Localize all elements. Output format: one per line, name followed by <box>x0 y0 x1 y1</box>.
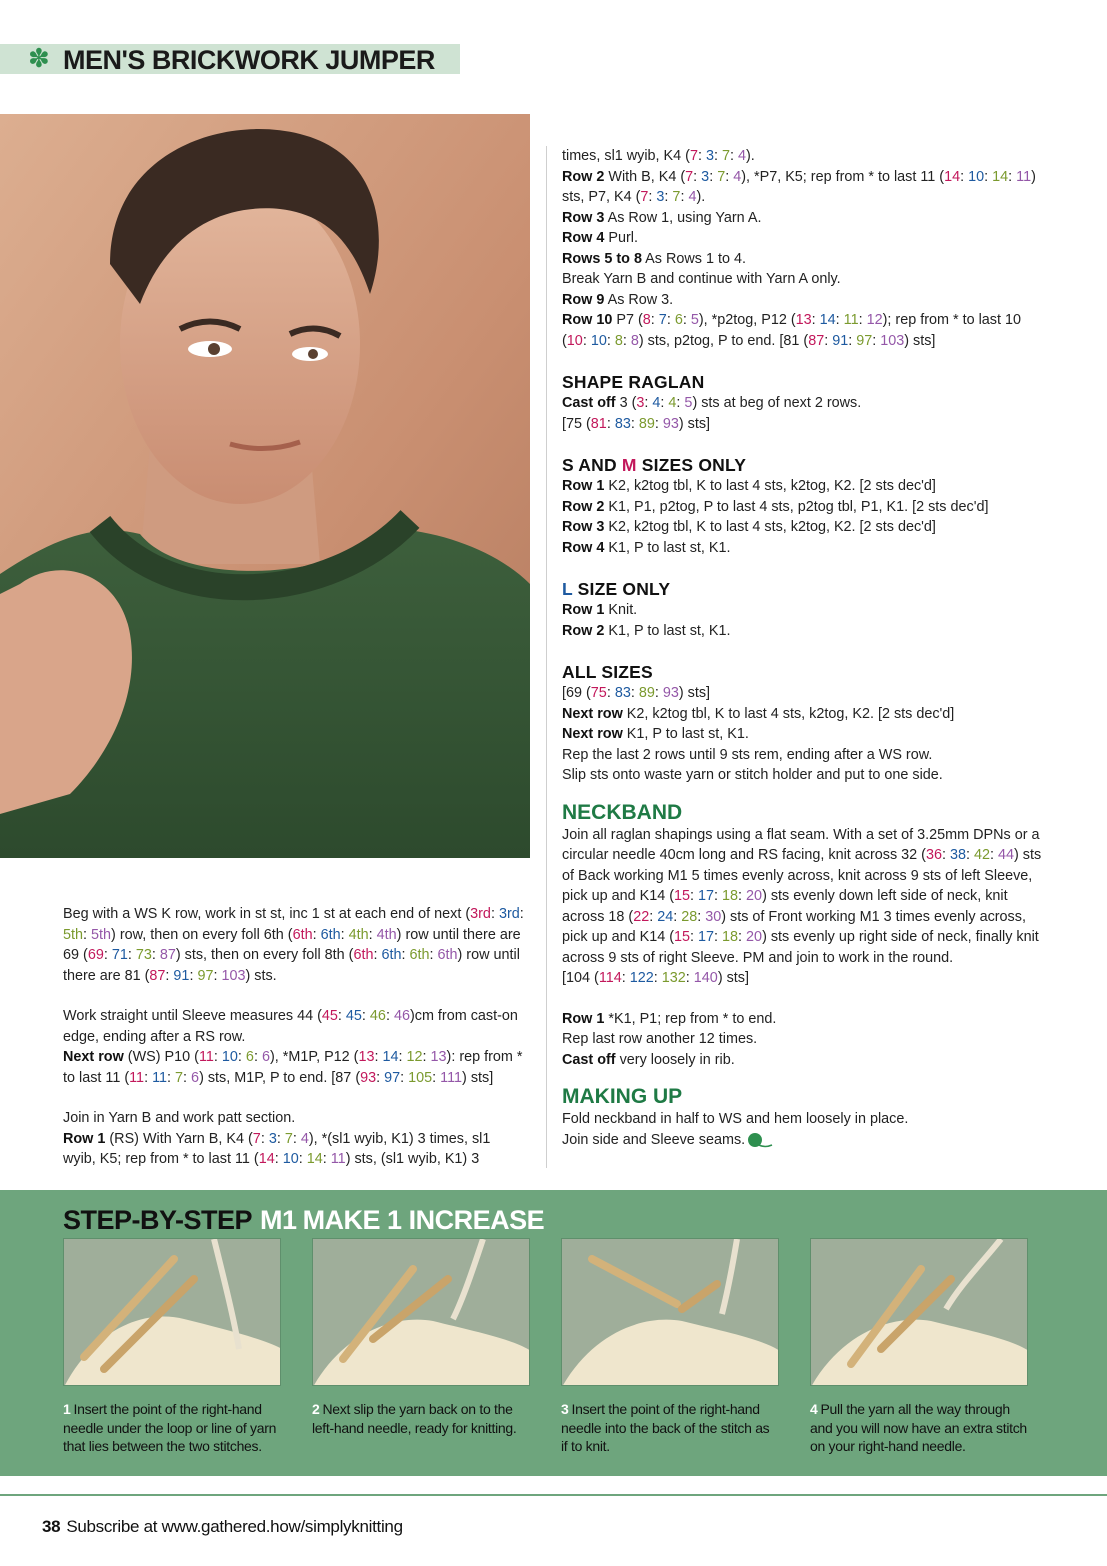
step-2-number: 2 <box>312 1401 320 1417</box>
text-line: Row 4 Purl. <box>562 230 638 246</box>
yarn-ball-icon <box>747 1132 773 1148</box>
text-line: Join side and Sleeve seams. <box>562 1130 1042 1151</box>
subscribe-link[interactable]: Subscribe at www.gathered.how/simplyknitting <box>66 1517 403 1536</box>
step-title-rest: MAKE 1 INCREASE <box>302 1205 545 1235</box>
text-line: Row 4 K1, P to last st, K1. <box>562 539 731 556</box>
text-line: [75 (81: 83: 89: 93) sts] <box>562 415 711 432</box>
text-line: Row 3 As Row 1, using Yarn A. <box>562 209 762 226</box>
text-line: Row 9 As Row 3. <box>562 291 674 308</box>
l-size-heading: L SIZE ONLY <box>562 579 671 599</box>
shape-raglan-heading: SHAPE RAGLAN <box>562 372 705 392</box>
text-line: [69 (75: 83: 89: 93) sts] <box>562 685 711 701</box>
text-line: Rows 5 to 8 As Rows 1 to 4. <box>562 250 746 267</box>
step-1-text: Insert the point of the right-hand needle under the loop or line of yarn that lies between the two stitches. <box>63 1401 277 1454</box>
step-3-caption <box>561 1400 779 1456</box>
neckband-rows <box>562 1009 1042 1071</box>
text-line: Row 2 K1, P to last st, K1. <box>562 622 731 639</box>
step-3-number: 3 <box>561 1401 569 1417</box>
text-line: Cast off very loosely in rib. <box>562 1051 735 1068</box>
text-line: Rep the last 2 rows until 9 sts rem, ending after a WS row. <box>562 746 933 763</box>
pattern-rows <box>562 146 1042 351</box>
step-4-text: Pull the yarn all the way through and you will now have an extra stitch on your right-hand needle. <box>810 1401 1027 1454</box>
step-4 <box>810 1238 1028 1456</box>
step-3-text: Insert the point of the right-hand needle into the back of the stitch as if to knit. <box>561 1401 770 1454</box>
step-1-number: 1 <box>63 1401 71 1417</box>
step-2-caption <box>312 1400 530 1437</box>
s-m-sizes-body <box>562 476 1042 558</box>
step-4-photo <box>810 1238 1028 1386</box>
clover-icon: ✽ <box>28 44 50 74</box>
step-title-code: M1 <box>260 1205 297 1235</box>
row1-paragraph: Row 1 (RS) With Yarn B, K4 (7: 3: 7: 4), *(sl1 wyib, K1) 3 times, sl1 wyib, K5; rep from * to last 11 (14: 10: 14: 11) sts, (sl1 wyib, K1) 3 <box>63 1130 491 1167</box>
step-4-number: 4 <box>810 1401 818 1417</box>
model-illustration <box>0 114 530 858</box>
text-line: Fold neckband in half to WS and hem loosely in place. <box>562 1111 909 1127</box>
step-2 <box>312 1238 530 1437</box>
left-column <box>63 904 525 1170</box>
text-line: Next row K1, P to last st, K1. <box>562 726 749 742</box>
text-line: Next row K2, k2tog tbl, K to last 4 sts, k2tog, K2. [2 sts dec'd] <box>562 705 955 722</box>
step-title-lead: STEP-BY-STEP <box>63 1205 253 1235</box>
s-m-sizes-heading: S AND M SIZES ONLY <box>562 455 747 475</box>
sleeve-increase-paragraph: Beg with a WS K row, work in st st, inc 1 st at each end of next (3rd: 3rd: 5th: 5th) row, then on every foll 6th (6th: 6th: 4th: 4th) row until there are 69 (69: 71: 73: 87) sts, then on every foll 8th (6th: 6th: 6th: 6th) row until there are 81 (87: 91: 97: 103) sts. <box>63 906 524 984</box>
join-yarn-b-paragraph: Join in Yarn B and work patt section. <box>63 1110 296 1126</box>
step-1 <box>63 1238 281 1456</box>
text-line: Break Yarn B and continue with Yarn A only. <box>562 271 841 287</box>
step-2-text: Next slip the yarn back on to the left-hand needle, ready for knitting. <box>312 1401 517 1436</box>
neckband-paragraph: Join all raglan shapings using a flat seam. With a set of 3.25mm DPNs or a circular needle 40cm long and RS facing, knit across 32 (36: 38: 42: 44) sts of Back working M1 5 times evenly across, knit across 9 sts of left Sleeve, pick up and K14 (15: 17: 18: 20) sts evenly down left side of neck, knit across 18 (22: 24: 28: 30) sts of Front working M1 3 times evenly across, pick up and K14 (15: 17: 18: 20) sts evenly up right side of neck, finally knit across 9 sts of right Sleeve. PM and join to work in the round. <box>562 826 1042 966</box>
text-line: Rep last row another 12 times. <box>562 1031 758 1047</box>
column-rule <box>546 146 547 1168</box>
page-number: 38 <box>42 1517 61 1536</box>
neckband-heading: NECKBAND <box>562 800 683 824</box>
text-line: Row 1 *K1, P1; rep from * to end. <box>562 1010 777 1027</box>
text-line: times, sl1 wyib, K4 (7: 3: 7: 4). <box>562 148 755 164</box>
making-up-body <box>562 1109 1042 1150</box>
text-line: Cast off 3 (3: 4: 4: 5) sts at beg of next 2 rows. <box>562 395 862 411</box>
neckband-stitch-count: [104 (114: 122: 132: 140) sts] <box>562 970 749 986</box>
sleeve-length-paragraph: Work straight until Sleeve measures 44 (45: 45: 46: 46)cm from cast-on edge, ending after a RS row. <box>63 1008 518 1045</box>
text-line: Row 3 K2, k2tog tbl, K to last 4 sts, k2tog, K2. [2 sts dec'd] <box>562 519 936 535</box>
text-line: Row 1 K2, k2tog tbl, K to last 4 sts, k2tog, K2. [2 sts dec'd] <box>562 478 936 494</box>
text-line: Row 2 With B, K4 (7: 3: 7: 4), *P7, K5; rep from * to last 11 (14: 10: 14: 11) sts, P7, K4 (7: 3: 7: 4). <box>562 168 1036 205</box>
model-photo <box>0 114 530 858</box>
shape-raglan-body <box>562 393 1042 434</box>
right-column <box>562 146 1042 1150</box>
step-1-photo <box>63 1238 281 1386</box>
step-4-caption <box>810 1400 1028 1456</box>
all-sizes-body <box>562 683 1042 786</box>
text-line: Slip sts onto waste yarn or stitch holder and put to one side. <box>562 767 943 783</box>
text-line: Row 1 Knit. <box>562 602 638 618</box>
step-3-photo <box>561 1238 779 1386</box>
making-up-heading: MAKING UP <box>562 1085 683 1108</box>
step-1-caption <box>63 1400 281 1456</box>
step-2-photo <box>312 1238 530 1386</box>
text-line: Row 10 P7 (8: 7: 6: 5), *p2tog, P12 (13: 14: 11: 12); rep from * to last 10 (10: 10: 8: 8) sts, p2tog, P to end. [81 (87: 91: 97: 103) sts] <box>562 312 1022 349</box>
footer <box>42 1516 403 1538</box>
step-panel-title <box>63 1204 544 1236</box>
text-line: Row 2 K1, P1, p2tog, P to last 4 sts, p2tog tbl, P1, K1. [2 sts dec'd] <box>562 498 989 515</box>
l-size-body <box>562 600 1042 641</box>
footer-rule <box>0 1494 1107 1496</box>
next-row-paragraph: Next row (WS) P10 (11: 10: 6: 6), *M1P, P12 (13: 14: 12: 13): rep from * to last 11 (11: 11: 7: 6) sts, M1P, P to end. [87 (93: 97: 105: 111) sts] <box>63 1049 523 1086</box>
page-title: MEN'S BRICKWORK JUMPER <box>63 45 435 75</box>
step-by-step-panel <box>0 1190 1107 1476</box>
all-sizes-heading: ALL SIZES <box>562 662 653 682</box>
step-3 <box>561 1238 779 1456</box>
